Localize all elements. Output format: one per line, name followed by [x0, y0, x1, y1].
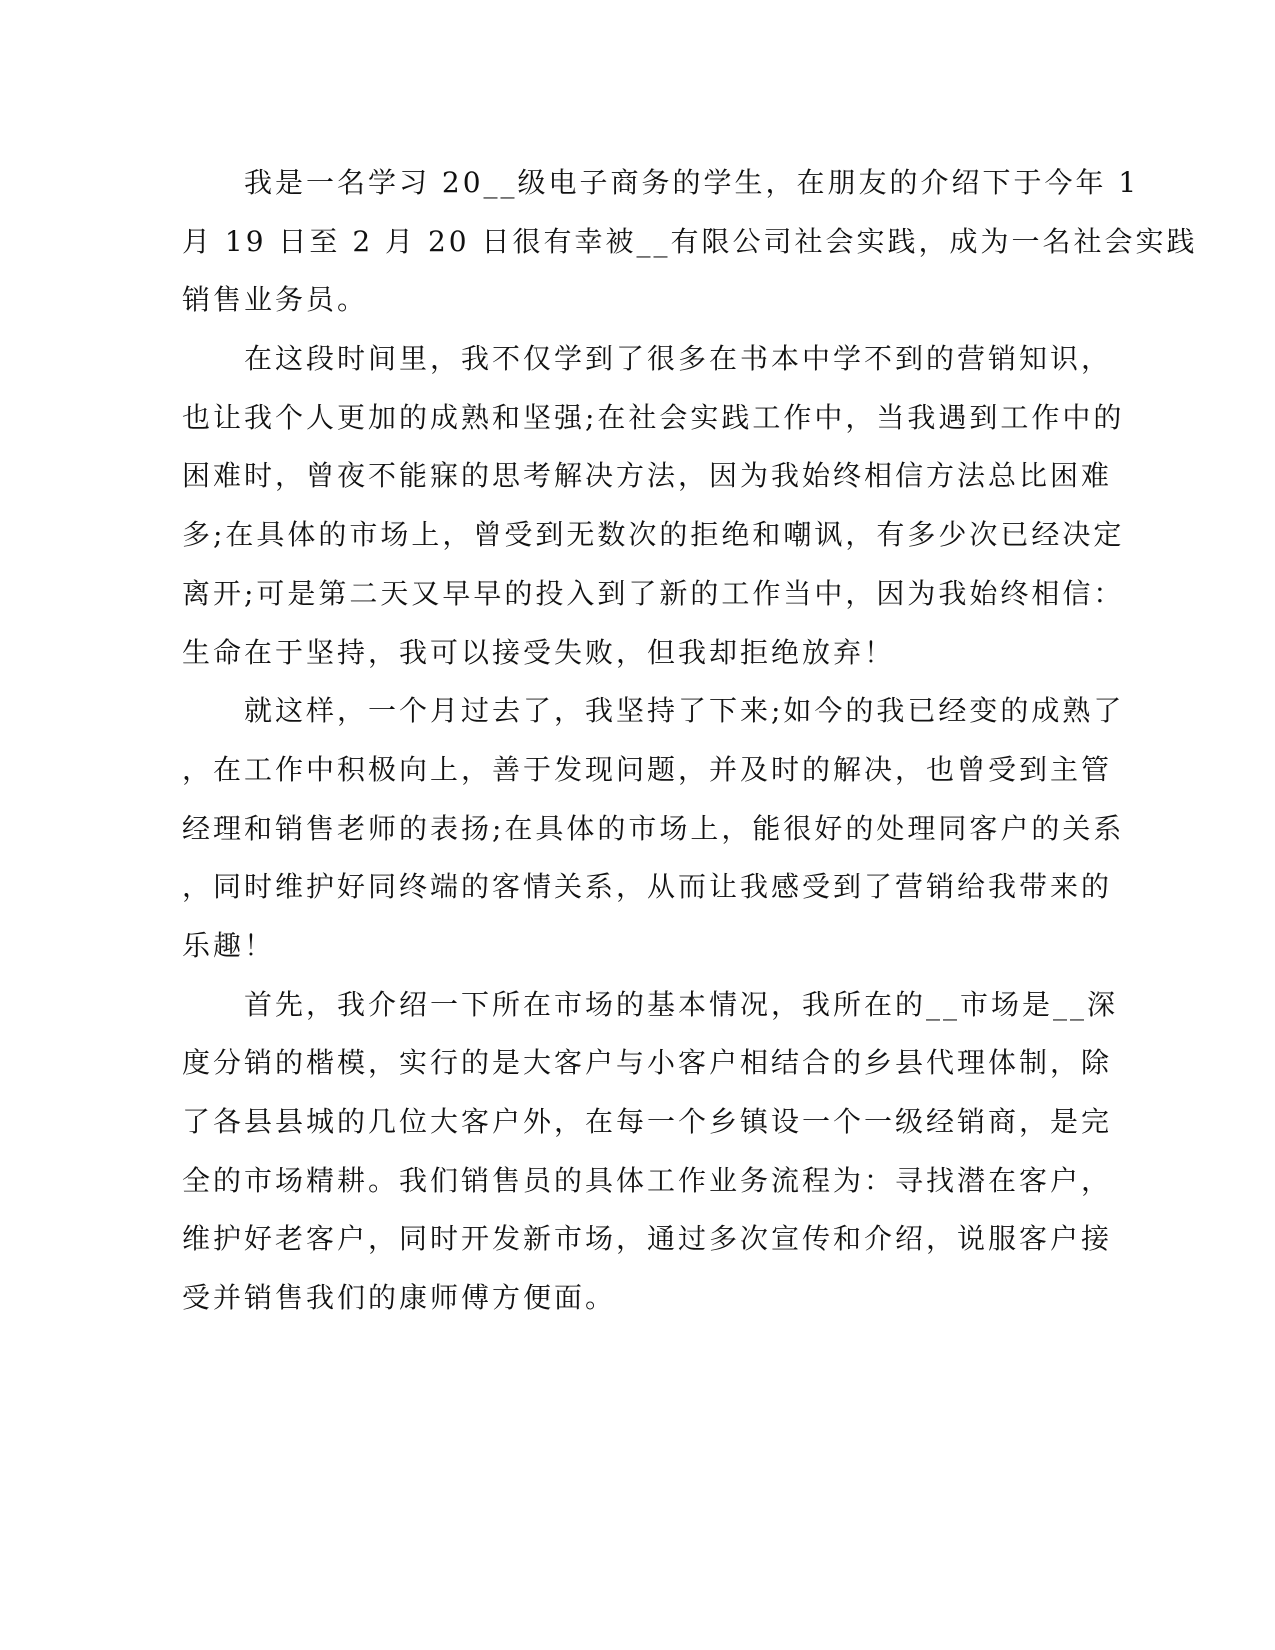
text-line: 乐趣！ — [182, 928, 276, 962]
text-line: 多;在具体的市场上，曾受到无数次的拒绝和嘲讽，有多少次已经决定 — [182, 518, 1125, 552]
text-line: 月 19 日至 2 月 20 日很有幸被__有限公司社会实践，成为一名社会实践 — [182, 224, 1198, 258]
text-line: 首先，我介绍一下所在市场的基本情况，我所在的__市场是__深 — [182, 987, 1119, 1021]
text-line: 了各县县城的几位大客户外，在每一个乡镇设一个一级经销商，是完 — [182, 1105, 1113, 1138]
text-line: 经理和销售老师的表扬;在具体的市场上，能很好的处理同客户的关系 — [182, 811, 1125, 845]
document-body — [182, 154, 1198, 1328]
text-line: 困难时，曾夜不能寐的思考解决方法，因为我始终相信方法总比困难 — [182, 459, 1113, 493]
text-line: 全的市场精耕。我们销售员的具体工作业务流程为：寻找潜在客户， — [182, 1163, 1113, 1197]
text-line: 在这段时间里，我不仅学到了很多在书本中学不到的营销知识， — [182, 342, 1113, 376]
text-line: ，在工作中积极向上，善于发现问题，并及时的解决，也曾受到主管 — [182, 752, 1113, 786]
text-line: 生命在于坚持，我可以接受失败，但我却拒绝放弃！ — [182, 635, 896, 669]
text-line: ，同时维护好同终端的客情关系，从而让我感受到了营销给我带来的 — [182, 870, 1113, 904]
text-line: 受并销售我们的康师傅方便面。 — [182, 1281, 617, 1315]
text-line: 维护好老客户，同时开发新市场，通过多次宣传和介绍，说服客户接 — [182, 1222, 1113, 1256]
text-line: 就这样，一个月过去了，我坚持了下来;如今的我已经变的成熟了 — [182, 694, 1125, 728]
text-line: 度分销的楷模，实行的是大客户与小客户相结合的乡县代理体制，除 — [182, 1046, 1113, 1080]
text-line: 也让我个人更加的成熟和坚强;在社会实践工作中，当我遇到工作中的 — [182, 400, 1125, 434]
text-line: 离开;可是第二天又早早的投入到了新的工作当中，因为我始终相信： — [182, 576, 1125, 610]
text-line: 销售业务员。 — [182, 283, 369, 317]
text-line: 我是一名学习 20__级电子商务的学生，在朋友的介绍下于今年 1 — [182, 166, 1140, 199]
